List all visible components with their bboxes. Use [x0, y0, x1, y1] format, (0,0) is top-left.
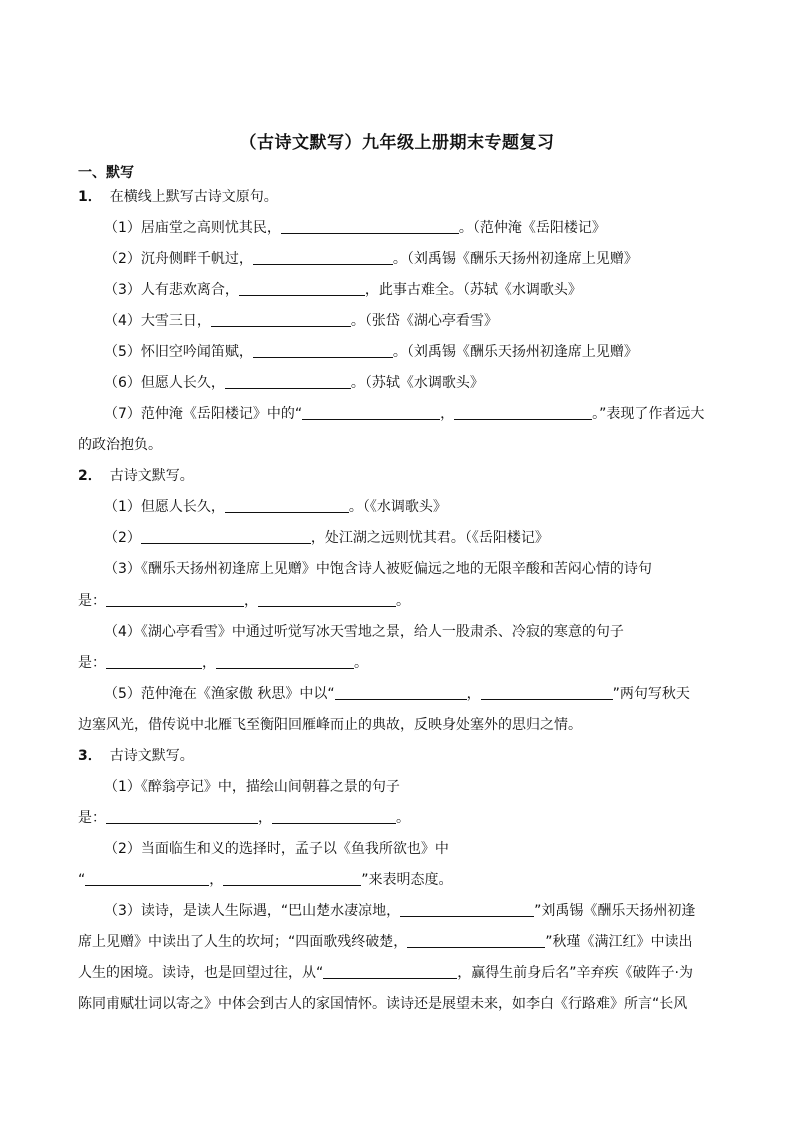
- q1-item-2: （2）沉舟侧畔千帆过， 。（刘禹锡《酬乐天扬州初逢席上见赠》: [104, 251, 638, 267]
- answer-blank[interactable]: [106, 592, 244, 607]
- q1-item-6: （6）但愿人长久， 。（苏轼《水调歌头》: [104, 375, 484, 391]
- question-number: 1．: [78, 189, 102, 205]
- q1-item-1: （1）居庙堂之高则忧其民， 。（范仲淹《岳阳楼记》: [104, 220, 606, 236]
- page-title: （古诗文默写）九年级上册期末专题复习: [239, 133, 555, 153]
- q3-item-2: （2）当面临生和义的选择时，孟子以《鱼我所欲也》中: [104, 841, 449, 857]
- answer-blank[interactable]: [481, 685, 613, 700]
- q2-item-1: （1）但愿人长久， 。（《水调歌头》: [104, 499, 447, 515]
- q2-item-3-cont: 是： ， 。: [78, 593, 410, 609]
- q2-item-4: （4）《湖心亭看雪》中通过听觉写冰天雪地之景，给人一股肃杀、冷寂的寒意的句子: [104, 624, 624, 640]
- answer-blank[interactable]: [141, 529, 311, 544]
- answer-blank[interactable]: [454, 405, 592, 420]
- answer-blank[interactable]: [225, 498, 349, 513]
- answer-blank[interactable]: [253, 250, 393, 265]
- q1-item-7: （7）范仲淹《岳阳楼记》中的“ ， 。”表现了作者远大: [104, 406, 705, 422]
- answer-blank[interactable]: [211, 312, 351, 327]
- answer-blank[interactable]: [253, 343, 393, 358]
- q3-item-3-line-3: 人生的困境。读诗，也是回望过往，从“ ，赢得生前身后名”辛弃疾《破阵子·为: [78, 965, 693, 981]
- section-heading: 一、默写: [78, 165, 134, 181]
- question-number: 2．: [78, 468, 102, 484]
- question-3-stem: 3． 古诗文默写。: [78, 748, 194, 764]
- answer-blank[interactable]: [85, 871, 209, 886]
- q3-item-3-line-1: （3）读诗，是读人生际遇，“巴山楚水凄凉地， ”刘禹锡《酬乐天扬州初逢: [104, 903, 696, 919]
- answer-blank[interactable]: [407, 933, 545, 948]
- answer-blank[interactable]: [106, 809, 258, 824]
- q2-item-3: （3）《酬乐天扬州初逢席上见赠》中饱含诗人被贬偏远之地的无限辛酸和苦闷心情的诗句: [104, 561, 652, 577]
- answer-blank[interactable]: [400, 902, 534, 917]
- q1-item-5: （5）怀旧空吟闻笛赋， 。（刘禹锡《酬乐天扬州初逢席上见赠》: [104, 344, 638, 360]
- q2-item-2: （2） ，处江湖之远则忧其君。（《岳阳楼记》: [104, 530, 549, 546]
- answer-blank[interactable]: [223, 871, 361, 886]
- q3-item-3-line-4: 陈同甫赋壮词以寄之》中体会到古人的家国情怀。读诗还是展望未来，如李白《行路难》所言“长风: [78, 996, 688, 1012]
- q1-item-3: （3）人有悲欢离合， ，此事古难全。（苏轼《水调歌头》: [104, 282, 582, 298]
- answer-blank[interactable]: [216, 654, 354, 669]
- answer-blank[interactable]: [258, 592, 396, 607]
- q1-item-7-cont: 的政治抱负。: [78, 437, 162, 453]
- q3-item-1: （1）《醉翁亭记》中，描绘山间朝暮之景的句子: [104, 779, 400, 795]
- q3-item-1-cont: 是： ， 。: [78, 810, 410, 826]
- answer-blank[interactable]: [335, 685, 467, 700]
- question-2-stem: 2． 古诗文默写。: [78, 468, 194, 484]
- answer-blank[interactable]: [272, 809, 396, 824]
- answer-blank[interactable]: [281, 219, 459, 234]
- q3-item-2-cont: “ ， ”来表明态度。: [78, 872, 453, 888]
- answer-blank[interactable]: [323, 964, 457, 979]
- answer-blank[interactable]: [106, 654, 202, 669]
- q2-item-5-cont: 边塞风光，借传说中北雁飞至衡阳回雁峰而止的典故，反映身处塞外的思归之情。: [78, 717, 582, 733]
- q1-item-4: （4）大雪三日， 。（张岱《湖心亭看雪》: [104, 313, 498, 329]
- question-1-stem: 1． 在横线上默写古诗文原句。: [78, 189, 278, 205]
- q3-item-3-line-2: 席上见赠》中读出了人生的坎坷；“四面歌残终破楚， ”秋瑾《满江红》中读出: [78, 934, 693, 950]
- question-number: 3．: [78, 748, 102, 764]
- answer-blank[interactable]: [225, 374, 351, 389]
- answer-blank[interactable]: [239, 281, 365, 296]
- q2-item-5: （5）范仲淹在《渔家傲 秋思》中以“ ， ”两句写秋天: [104, 686, 690, 702]
- q2-item-4-cont: 是： ， 。: [78, 655, 368, 671]
- answer-blank[interactable]: [302, 405, 440, 420]
